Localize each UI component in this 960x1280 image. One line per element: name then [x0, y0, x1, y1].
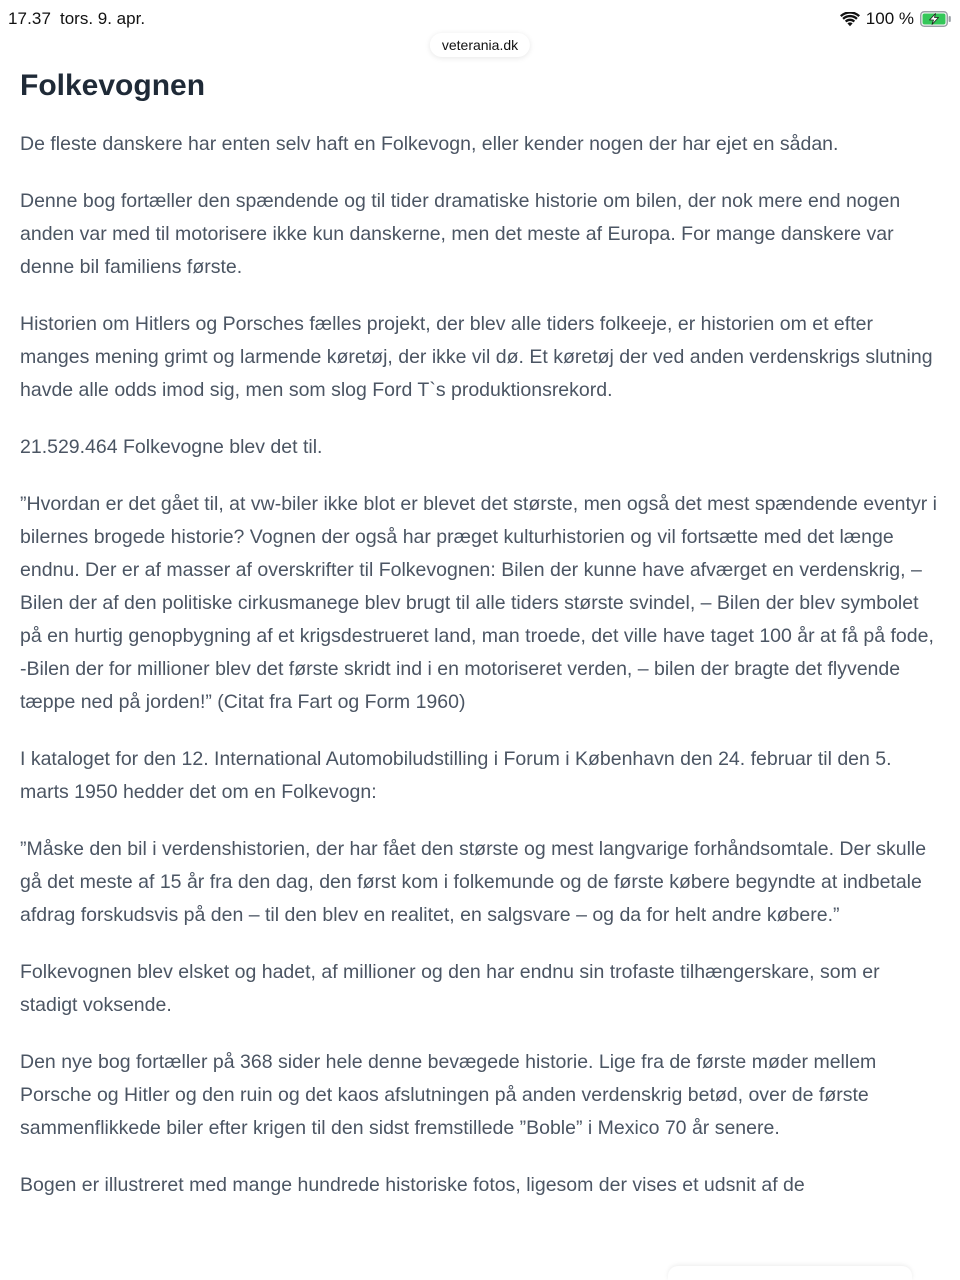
paragraph-catalogue: I kataloget for den 12. International Automobiludstilling i Forum i København den 24. februar til den 5. marts 1950 hedder det om en Folkevogn:: [20, 748, 892, 803]
battery-percentage: 100 %: [865, 9, 914, 28]
paragraph-illustrations: Bogen er illustreret med mange hundrede historiske fotos, ligesom der vises et udsnit af de: [20, 1174, 805, 1196]
paragraph-new-book: Den nye bog fortæller på 368 sider hele denne bevægede historie. Lige fra de første møder mellem Porsche og Hitler og den ruin og det kaos afslutningen på anden verdenskrig betød, over de første sammenflikkede biler efter krigen til den sidst fremstillede ”Boble” i Mexico 70 år senere.: [20, 1051, 877, 1139]
paragraph-book-summary: Denne bog fortæller den spændende og til tider dramatiske historie om bilen, der nok mere end nogen anden var med til motorisere ikke kun danskerne, men det meste af Europa. For mange danskere var denne bil familiens første.: [20, 190, 901, 278]
address-bar[interactable]: veterania.dk: [430, 33, 530, 57]
paragraph-production-count: 21.529.464 Folkevogne blev det til.: [20, 436, 323, 458]
article: [20, 66, 940, 1226]
status-date: tors. 9. apr.: [60, 9, 146, 28]
paragraph-loved-hated: Folkevognen blev elsket og hadet, af millioner og den har endnu sin trofaste tilhængerskare, som er stadigt voksende.: [20, 961, 880, 1016]
paragraph-catalogue-quote: ”Måske den bil i verdenshistorien, der har fået den største og mest langvarige forhåndsomtale. Der skulle gå det meste af 15 år fra den dag, den først kom i folkemunde og de første købere begyndte at indbetale afdrag forskudsvis på den – til den blev en realitet, en salgsvare – og da for helt andre købere.”: [20, 838, 927, 926]
battery-icon: [920, 11, 952, 27]
status-time: 17.37: [8, 9, 52, 28]
status-bar: [0, 0, 960, 36]
paragraph-quote-fart-og-form: ”Hvordan er det gået til, at vw-biler ikke blot er blevet det største, men også det mest spændende eventyr i bilernes brogede historie? Vognen der også har præget kulturhistorien og vil fortsætte med det længe endnu. Der er af masser af overskrifter til Folkevognen: Bilen der kunne have afværget en verdenskrig, – Bilen der af den politiske cirkusmanege blev brugt til alle tiders største svindel, – Bilen der blev symbolet på en hurtig genopbygning af et krigsdestrueret land, man troede, det ville have taget 100 år at få på fode, -Bilen der for millioner blev det første skridt ind i en motoriseret verden, – bilen der bragte det flyvende tæppe ned på jorden!” (Citat fra Fart og Form 1960): [20, 493, 937, 713]
page-title: Folkevognen: [20, 69, 206, 102]
wifi-icon: [840, 12, 860, 27]
bottom-toolbar-edge: [668, 1266, 912, 1280]
paragraph-intro: De fleste danskere har enten selv haft en Folkevogn, eller kender nogen der har ejet en sådan.: [20, 133, 839, 155]
paragraph-history: Historien om Hitlers og Porsches fælles projekt, der blev alle tiders folkeeje, er historien om et efter manges mening grimt og larmende køretøj, der ikke vil dø. Et køretøj der ved anden verdenskrigs slutning havde alle odds imod sig, men som slog Ford T`s produktionsrekord.: [20, 313, 933, 401]
status-right-group: [840, 8, 952, 30]
